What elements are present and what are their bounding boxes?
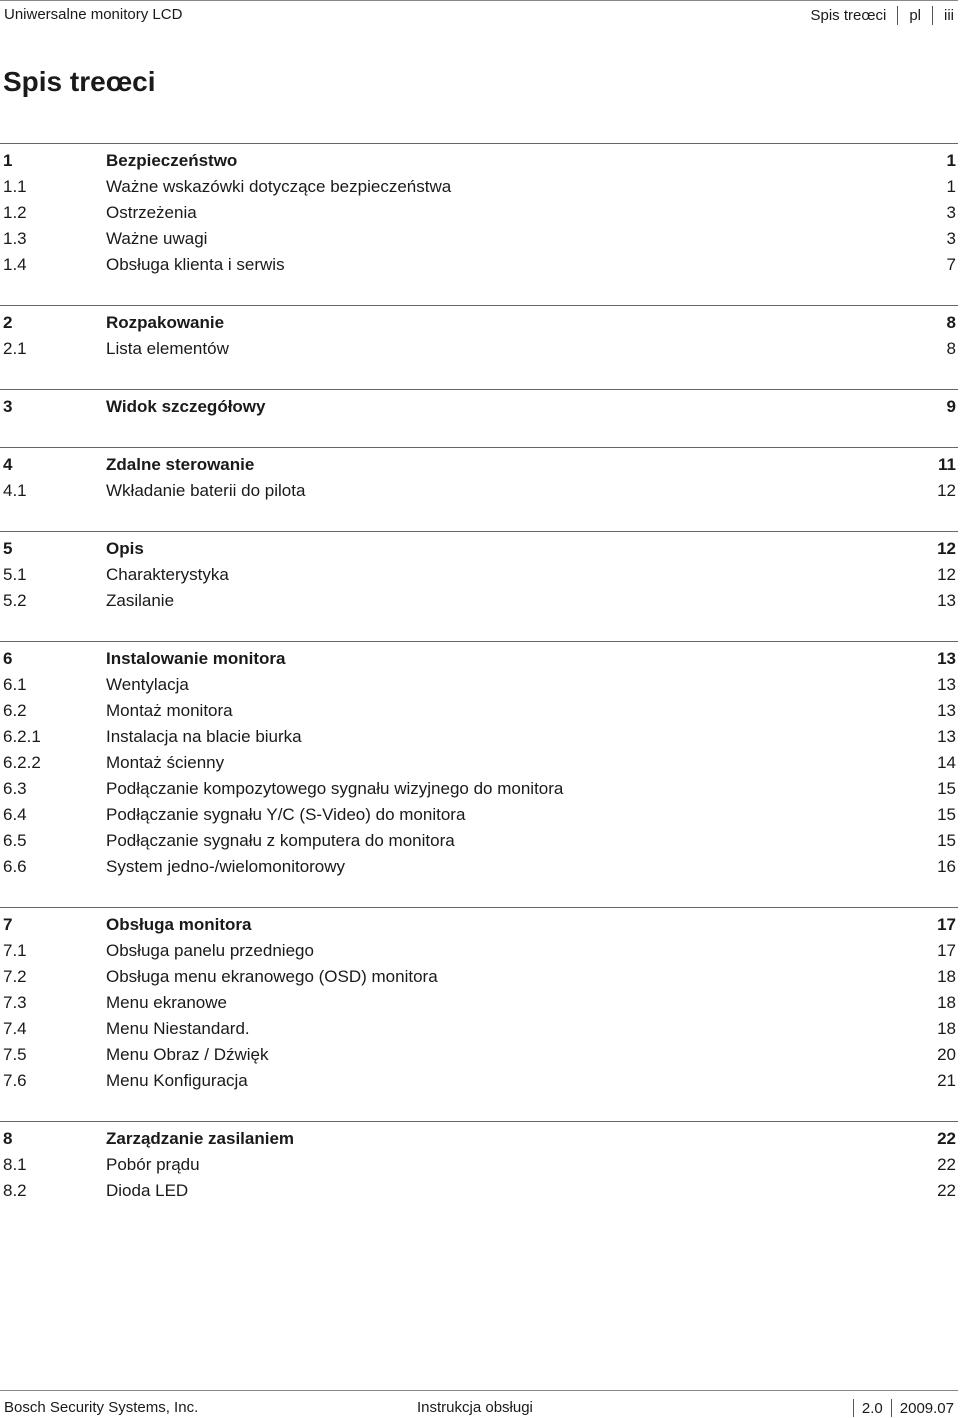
toc-chapter bbox=[0, 389, 958, 420]
toc-entry-number: 8 bbox=[3, 1129, 13, 1148]
toc-entry-number: 2 bbox=[3, 313, 13, 332]
footer-separator bbox=[891, 1399, 892, 1417]
toc-entry-title: Instalowanie monitora bbox=[106, 649, 286, 668]
toc-entry-page: 20 bbox=[937, 1045, 956, 1064]
toc-entry-page: 21 bbox=[937, 1071, 956, 1090]
toc-entry-number: 1.4 bbox=[3, 255, 27, 274]
toc-entry-page: 1 bbox=[946, 177, 956, 196]
toc-entry-page: 18 bbox=[937, 993, 956, 1012]
toc-entry-title: Charakterystyka bbox=[106, 565, 229, 584]
toc-entry-number: 2.1 bbox=[3, 339, 27, 358]
toc-entry[interactable] bbox=[0, 174, 958, 200]
toc-entry-title: Ważne wskazówki dotyczące bezpieczeństwa bbox=[106, 177, 452, 196]
toc-chapter bbox=[0, 907, 958, 1094]
toc-entry-page: 16 bbox=[937, 857, 956, 876]
toc-entry-title: Ostrzeżenia bbox=[106, 203, 197, 222]
toc-entry-number: 6.1 bbox=[3, 675, 27, 694]
toc-entry[interactable] bbox=[0, 200, 958, 226]
header-section-info bbox=[810, 6, 954, 25]
toc-entry-title: Wkładanie baterii do pilota bbox=[106, 481, 306, 500]
footer-version-info bbox=[845, 1399, 954, 1417]
toc-entry-number: 7.3 bbox=[3, 993, 27, 1012]
toc-entry-page: 7 bbox=[946, 255, 956, 274]
toc-chapter bbox=[0, 531, 958, 614]
toc-entry-title: Widok szczegółowy bbox=[106, 397, 266, 416]
toc-entry-number: 1.1 bbox=[3, 177, 27, 196]
toc-entry-title: Zarządzanie zasilaniem bbox=[106, 1129, 295, 1148]
toc-entry-number: 1 bbox=[3, 151, 13, 170]
toc-entry-page: 15 bbox=[937, 779, 956, 798]
toc-chapter-entry[interactable] bbox=[0, 912, 958, 938]
toc-entry-title: Instalacja na blacie biurka bbox=[106, 727, 302, 746]
toc-entry-number: 4 bbox=[3, 455, 13, 474]
toc-entry-title: Zdalne sterowanie bbox=[106, 455, 255, 474]
toc-entry[interactable] bbox=[0, 724, 958, 750]
header-separator bbox=[932, 6, 933, 25]
footer-version: 2.0 bbox=[861, 1399, 883, 1417]
toc-entry-page: 9 bbox=[946, 397, 956, 416]
toc-entry-page: 22 bbox=[937, 1129, 956, 1148]
toc-entry-number: 1.3 bbox=[3, 229, 27, 248]
toc-chapter bbox=[0, 447, 958, 504]
header-separator bbox=[897, 6, 898, 25]
toc-entry-page: 13 bbox=[937, 649, 956, 668]
toc-entry-number: 6.3 bbox=[3, 779, 27, 798]
header-section-name: Spis treœci bbox=[810, 7, 887, 24]
toc-entry-title: Wentylacja bbox=[106, 675, 189, 694]
toc-entry[interactable] bbox=[0, 990, 958, 1016]
toc-entry-number: 6.2 bbox=[3, 701, 27, 720]
header-page-number: iii bbox=[944, 7, 954, 24]
toc-chapter bbox=[0, 641, 958, 880]
toc-entry[interactable] bbox=[0, 1152, 958, 1178]
toc-entry[interactable] bbox=[0, 828, 958, 854]
toc-entry-number: 5.1 bbox=[3, 565, 27, 584]
table-of-contents bbox=[0, 143, 958, 1231]
toc-entry-title: Ważne uwagi bbox=[106, 229, 208, 248]
toc-entry-title: Rozpakowanie bbox=[106, 313, 225, 332]
toc-chapter-entry[interactable] bbox=[0, 394, 958, 420]
footer-separator bbox=[853, 1399, 854, 1417]
toc-entry-page: 8 bbox=[946, 339, 956, 358]
toc-entry[interactable] bbox=[0, 698, 958, 724]
toc-entry-title: Zasilanie bbox=[106, 591, 175, 610]
toc-entry[interactable] bbox=[0, 252, 958, 278]
toc-entry[interactable] bbox=[0, 1016, 958, 1042]
page-footer bbox=[0, 1390, 958, 1418]
toc-entry-title: Podłączanie sygnału z komputera do monitora bbox=[106, 831, 455, 850]
toc-entry-page: 13 bbox=[937, 675, 956, 694]
toc-entry-title: Menu Obraz / Dźwięk bbox=[106, 1045, 269, 1064]
toc-entry-title: Dioda LED bbox=[106, 1181, 189, 1200]
toc-entry-number: 7.2 bbox=[3, 967, 27, 986]
toc-entry-page: 11 bbox=[938, 455, 956, 474]
toc-entry-number: 6.6 bbox=[3, 857, 27, 876]
toc-entry-page: 22 bbox=[937, 1181, 956, 1200]
toc-entry-number: 1.2 bbox=[3, 203, 27, 222]
toc-entry-number: 6.4 bbox=[3, 805, 27, 824]
toc-entry-number: 7 bbox=[3, 915, 13, 934]
page-header bbox=[0, 0, 958, 37]
toc-entry-title: Pobór prądu bbox=[106, 1155, 200, 1174]
toc-entry[interactable] bbox=[0, 336, 958, 362]
toc-chapter-entry[interactable] bbox=[0, 148, 958, 174]
toc-entry-title: Montaż monitora bbox=[106, 701, 233, 720]
toc-chapter bbox=[0, 305, 958, 362]
toc-entry[interactable] bbox=[0, 1068, 958, 1094]
toc-entry-page: 13 bbox=[937, 701, 956, 720]
toc-entry-page: 3 bbox=[946, 203, 956, 222]
toc-chapter bbox=[0, 1121, 958, 1204]
toc-entry-page: 13 bbox=[937, 591, 956, 610]
toc-entry-page: 18 bbox=[937, 1019, 956, 1038]
toc-entry-number: 7.5 bbox=[3, 1045, 27, 1064]
toc-entry[interactable] bbox=[0, 672, 958, 698]
toc-entry-number: 6.2.1 bbox=[3, 727, 41, 746]
toc-entry-page: 1 bbox=[946, 151, 956, 170]
footer-date: 2009.07 bbox=[899, 1399, 954, 1417]
toc-chapter-entry[interactable] bbox=[0, 452, 958, 478]
toc-entry[interactable] bbox=[0, 938, 958, 964]
toc-entry-page: 14 bbox=[937, 753, 956, 772]
toc-entry[interactable] bbox=[0, 750, 958, 776]
toc-entry-title: Podłączanie kompozytowego sygnału wizyjnego do monitora bbox=[106, 779, 564, 798]
toc-entry-page: 8 bbox=[946, 313, 956, 332]
toc-entry-title: System jedno-/wielomonitorowy bbox=[106, 857, 346, 876]
toc-entry-number: 5.2 bbox=[3, 591, 27, 610]
toc-entry[interactable] bbox=[0, 562, 958, 588]
toc-entry-page: 12 bbox=[937, 565, 956, 584]
toc-chapter bbox=[0, 143, 958, 278]
toc-entry-page: 18 bbox=[937, 967, 956, 986]
toc-entry-title: Montaż ścienny bbox=[106, 753, 225, 772]
toc-entry[interactable] bbox=[0, 478, 958, 504]
toc-entry-page: 3 bbox=[946, 229, 956, 248]
toc-entry-title: Menu ekranowe bbox=[106, 993, 227, 1012]
toc-entry-page: 17 bbox=[937, 941, 956, 960]
toc-entry-title: Bezpieczeństwo bbox=[106, 151, 238, 170]
header-language: pl bbox=[909, 7, 921, 24]
toc-entry-title: Menu Niestandard. bbox=[106, 1019, 250, 1038]
toc-chapter-entry[interactable] bbox=[0, 536, 958, 562]
toc-chapter-entry[interactable] bbox=[0, 646, 958, 672]
toc-entry-page: 15 bbox=[937, 831, 956, 850]
toc-entry[interactable] bbox=[0, 1042, 958, 1068]
toc-entry-page: 15 bbox=[937, 805, 956, 824]
header-rule bbox=[0, 0, 958, 1]
toc-entry[interactable] bbox=[0, 802, 958, 828]
toc-entry-number: 6 bbox=[3, 649, 13, 668]
page-title: Spis treœci bbox=[3, 66, 156, 97]
toc-entry-page: 13 bbox=[937, 727, 956, 746]
toc-entry-title: Obsługa panelu przedniego bbox=[106, 941, 314, 960]
toc-chapter-entry[interactable] bbox=[0, 1126, 958, 1152]
toc-entry-number: 8.1 bbox=[3, 1155, 27, 1174]
toc-entry[interactable] bbox=[0, 964, 958, 990]
toc-entry[interactable] bbox=[0, 226, 958, 252]
toc-entry[interactable] bbox=[0, 854, 958, 880]
toc-entry-title: Obsługa menu ekranowego (OSD) monitora bbox=[106, 967, 438, 986]
toc-entry-title: Menu Konfiguracja bbox=[106, 1071, 248, 1090]
toc-entry-page: 22 bbox=[937, 1155, 956, 1174]
toc-entry-number: 8.2 bbox=[3, 1181, 27, 1200]
toc-entry-title: Obsługa klienta i serwis bbox=[106, 255, 285, 274]
toc-entry-title: Obsługa monitora bbox=[106, 915, 252, 934]
toc-entry[interactable] bbox=[0, 588, 958, 614]
toc-entry-number: 7.4 bbox=[3, 1019, 27, 1038]
toc-entry-page: 12 bbox=[937, 539, 956, 558]
toc-entry-number: 6.5 bbox=[3, 831, 27, 850]
footer-company: Bosch Security Systems, Inc. bbox=[4, 1399, 199, 1416]
toc-entry-page: 12 bbox=[937, 481, 956, 500]
footer-document-type: Instrukcja obsługi bbox=[417, 1399, 533, 1416]
footer-rule bbox=[0, 1390, 958, 1391]
toc-entry-title: Opis bbox=[106, 539, 144, 558]
toc-entry-number: 5 bbox=[3, 539, 13, 558]
toc-entry-title: Lista elementów bbox=[106, 339, 229, 358]
toc-entry-number: 3 bbox=[3, 397, 13, 416]
toc-entry-page: 17 bbox=[937, 915, 956, 934]
toc-entry-title: Podłączanie sygnału Y/C (S-Video) do monitora bbox=[106, 805, 466, 824]
header-document-title: Uniwersalne monitory LCD bbox=[4, 6, 183, 23]
toc-entry[interactable] bbox=[0, 776, 958, 802]
toc-entry-number: 4.1 bbox=[3, 481, 27, 500]
toc-chapter-entry[interactable] bbox=[0, 310, 958, 336]
toc-entry-number: 7.6 bbox=[3, 1071, 27, 1090]
toc-entry-number: 7.1 bbox=[3, 941, 27, 960]
toc-entry-number: 6.2.2 bbox=[3, 753, 41, 772]
toc-entry[interactable] bbox=[0, 1178, 958, 1204]
